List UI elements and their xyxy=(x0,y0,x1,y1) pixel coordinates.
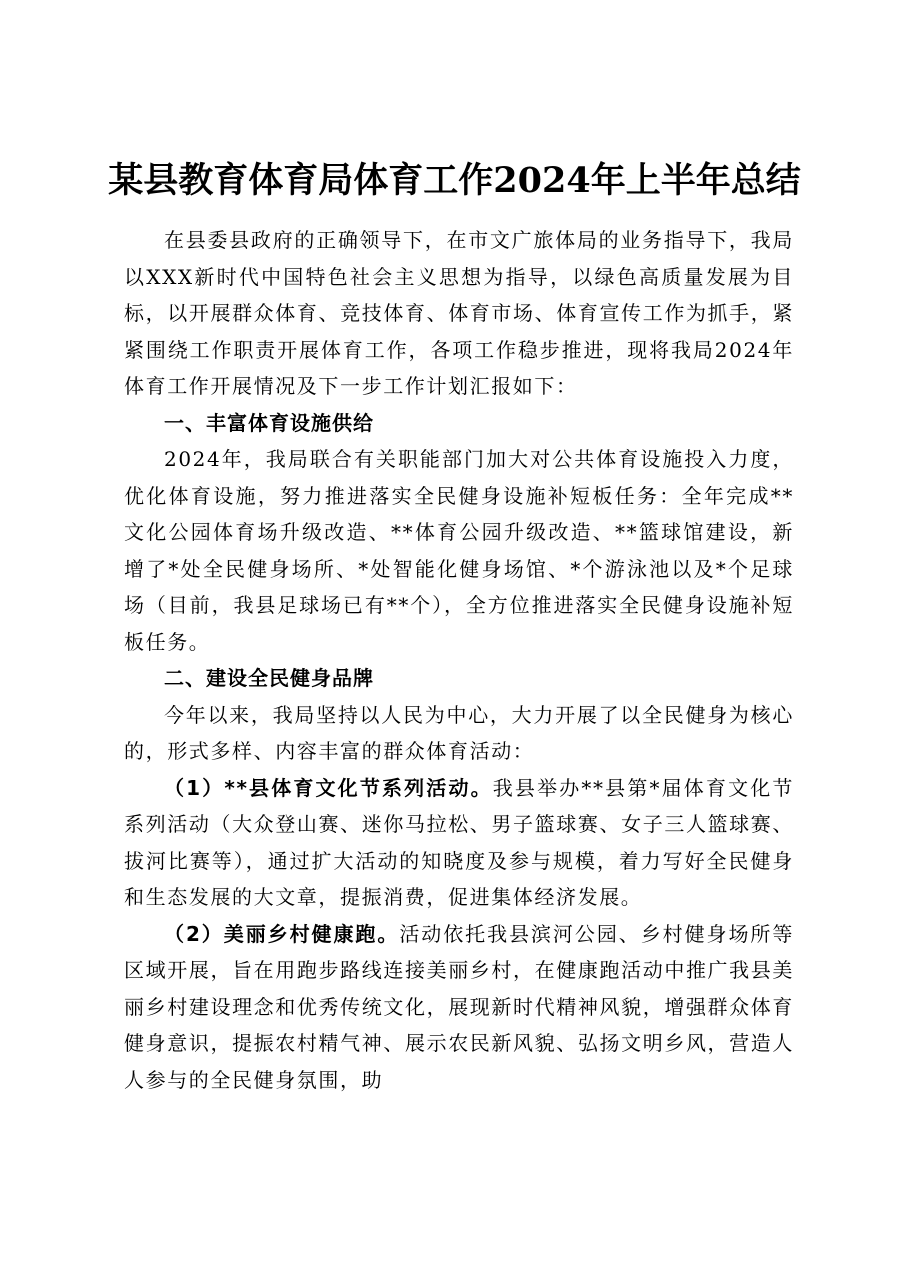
document-body xyxy=(124,222,794,1098)
item-2-lead: （2）美丽乡村健康跑。 xyxy=(164,921,400,946)
section-2-paragraph: 今年以来，我局坚持以人民为中心，大力开展了以全民健身为核心的，形式多样、内容丰富的群众体育活动： xyxy=(124,702,794,763)
section-1-heading: 一、丰富体育设施供给 xyxy=(164,410,374,435)
section-2-item-2 xyxy=(124,916,794,1099)
section-2-heading: 二、建设全民健身品牌 xyxy=(164,666,374,690)
item-1-text: 我县举办**县第*届体育文化节系列活动（大众登山赛、迷你马拉松、男子篮球赛、女子三人篮球赛、拔河比赛等），通过扩大活动的知晓度及参与规模，着力写好全民健身和生态发展的大文章，提振消费，促进集体经济发展。 xyxy=(124,775,795,909)
intro-paragraph: 在县委县政府的正确领导下，在市文广旅体局的业务指导下，我局以XXX新时代中国特色社会主义思想为指导，以绿色高质量发展为目标，以开展群众体育、竞技体育、体育市场、体育宣传工作为抓手，紧紧围绕工作职责开展体育工作，各项工作稳步推进，现将我局2024年体育工作开展情况及下一步工作计划汇报如下： xyxy=(124,228,794,398)
section-1-paragraph: 2024年，我局联合有关职能部门加大对公共体育设施投入力度，优化体育设施，努力推进落实全民健身设施补短板任务：全年完成**文化公园体育场升级改造、**体育公园升级改造、**篮球馆建设，新增了*处全民健身场所、*处智能化健身场馆、*个游泳池以及*个足球场（目前，我县足球场已有**个），全方位推进落实全民健身设施补短板任务。 xyxy=(124,447,794,654)
document-title: 某县教育体育局体育工作2024年上半年总结 xyxy=(108,160,801,201)
section-2-item-1 xyxy=(124,770,794,916)
item-2-text: 活动依托我县滨河公园、乡村健身场所等区域开展，旨在用跑步路线连接美丽乡村，在健康跑活动中推广我县美丽乡村建设理念和优秀传统文化，展现新时代精神风貌，增强群众体育健身意识，提振农村精气神、展示农民新风貌、弘扬文明乡风，营造人人参与的全民健身氛围，助 xyxy=(124,921,794,1092)
item-1-lead: （1）**县体育文化节系列活动。 xyxy=(164,775,493,800)
